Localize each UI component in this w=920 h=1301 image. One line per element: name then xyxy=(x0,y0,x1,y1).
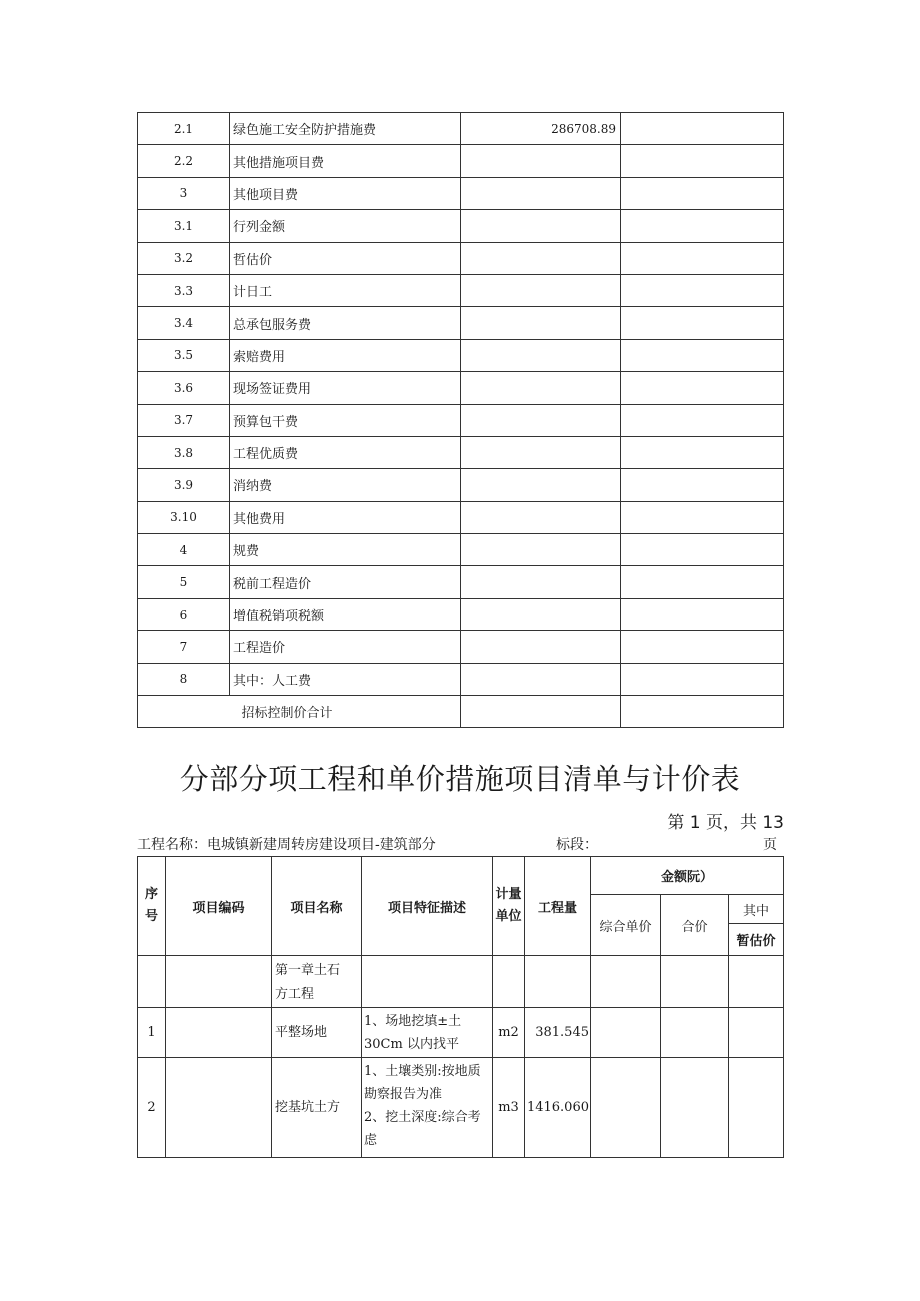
lot-label: 标段： xyxy=(556,837,598,853)
summary-row-name: 现场签证费用 xyxy=(230,372,461,404)
summary-row-remark xyxy=(621,404,784,436)
summary-row-remark xyxy=(621,501,784,533)
summary-row-amount xyxy=(461,177,621,209)
summary-row-remark xyxy=(621,307,784,339)
desc-line: 勘察报告为准 xyxy=(364,1087,443,1102)
summary-row-amount xyxy=(461,598,621,630)
summary-row-amount xyxy=(461,372,621,404)
summary-row-no: 2.1 xyxy=(138,113,230,145)
chapter-qty-cell xyxy=(525,956,591,1008)
summary-row-amount xyxy=(461,566,621,598)
summary-row-name: 增值税销项税额 xyxy=(230,598,461,630)
bill-row-unit: m2 xyxy=(493,1008,525,1058)
desc-line: 30Cm 以内找平 xyxy=(364,1037,459,1052)
chapter-provisional-cell xyxy=(729,956,784,1008)
bill-row-provisional xyxy=(729,1008,784,1058)
summary-row-amount xyxy=(461,210,621,242)
header-seq-line1: 序 xyxy=(144,887,158,902)
header-row-1 xyxy=(138,857,784,895)
summary-row-remark xyxy=(621,242,784,274)
summary-row xyxy=(138,113,784,145)
bill-row-code xyxy=(166,1008,272,1058)
total-label-cell xyxy=(138,696,461,728)
summary-row-amount xyxy=(461,469,621,501)
summary-total-row xyxy=(138,696,784,728)
chapter-name-line2: 方工程 xyxy=(275,987,315,1002)
desc-line: 1、场地挖填±土 xyxy=(364,1014,462,1029)
summary-row-no: 3.10 xyxy=(138,501,230,533)
summary-row-no: 6 xyxy=(138,598,230,630)
summary-row-no: 2.2 xyxy=(138,145,230,177)
chapter-unit-price-cell xyxy=(591,956,661,1008)
chapter-row xyxy=(138,956,784,1008)
bill-row-seq: 2 xyxy=(138,1058,166,1158)
page-suffix: 页 xyxy=(763,837,777,853)
summary-row xyxy=(138,501,784,533)
summary-row xyxy=(138,663,784,695)
header-qty: 工程量 xyxy=(525,857,591,956)
summary-row xyxy=(138,274,784,306)
summary-row-remark xyxy=(621,598,784,630)
bill-row-provisional xyxy=(729,1058,784,1158)
section-title: 分部分项工程和单价措施项目清单与计价表 xyxy=(179,762,741,796)
summary-row xyxy=(138,469,784,501)
bill-row xyxy=(138,1058,784,1158)
summary-row-name: 工程优质费 xyxy=(230,436,461,468)
summary-row-amount xyxy=(461,631,621,663)
cost-summary-table xyxy=(137,112,784,728)
summary-row xyxy=(138,339,784,371)
summary-row-no: 3.2 xyxy=(138,242,230,274)
bill-row-unit-price xyxy=(591,1058,661,1158)
header-desc: 项目特征描述 xyxy=(362,857,493,956)
header-unit-line1: 计量 xyxy=(495,887,522,902)
bill-row-name: 平整场地 xyxy=(272,1008,362,1058)
header-provisional: 暂估价 xyxy=(729,924,784,956)
bill-row-total xyxy=(661,1058,729,1158)
summary-row-name: 其他措施项目费 xyxy=(230,145,461,177)
summary-row-remark xyxy=(621,113,784,145)
summary-row-no: 7 xyxy=(138,631,230,663)
summary-row-name: 总承包服务费 xyxy=(230,307,461,339)
summary-row-remark xyxy=(621,177,784,209)
page-info: 第 1 页，共 13 xyxy=(667,813,784,833)
summary-row-no: 3.7 xyxy=(138,404,230,436)
header-unit-price: 综合单价 xyxy=(591,895,661,956)
summary-row-no: 5 xyxy=(138,566,230,598)
summary-row-name: 绿色施工安全防护措施费 xyxy=(230,113,461,145)
summary-row-amount xyxy=(461,501,621,533)
summary-row xyxy=(138,242,784,274)
header-code: 项目编码 xyxy=(166,857,272,956)
bill-row-qty: 1416.060 xyxy=(525,1058,591,1158)
chapter-code-cell xyxy=(166,956,272,1008)
summary-row-remark xyxy=(621,663,784,695)
cost-summary-body xyxy=(138,113,784,696)
summary-row-remark xyxy=(621,339,784,371)
header-unit xyxy=(493,857,525,956)
desc-line: 2、挖土深度:综合考 xyxy=(364,1110,481,1125)
summary-row-name: 其他费用 xyxy=(230,501,461,533)
bill-row-desc xyxy=(362,1008,493,1058)
summary-row-amount xyxy=(461,663,621,695)
total-label: 招标控制价合计 xyxy=(241,706,333,722)
summary-row-no: 4 xyxy=(138,534,230,566)
summary-row xyxy=(138,598,784,630)
summary-row-remark xyxy=(621,372,784,404)
summary-row xyxy=(138,631,784,663)
summary-row-no: 3 xyxy=(138,177,230,209)
summary-row xyxy=(138,534,784,566)
total-amount-cell xyxy=(461,696,621,728)
summary-row-no: 3.4 xyxy=(138,307,230,339)
header-seq xyxy=(138,857,166,956)
summary-row-amount xyxy=(461,242,621,274)
summary-row-amount xyxy=(461,436,621,468)
header-total-price: 合价 xyxy=(661,895,729,956)
chapter-name-line1: 第一章土石 xyxy=(275,963,341,978)
bill-row-total xyxy=(661,1008,729,1058)
bill-of-quantities-table xyxy=(137,856,784,1158)
chapter-name xyxy=(272,956,362,1008)
project-info-line xyxy=(137,834,777,856)
summary-row-remark xyxy=(621,469,784,501)
summary-row xyxy=(138,404,784,436)
summary-row-remark xyxy=(621,210,784,242)
summary-row-amount xyxy=(461,534,621,566)
summary-row-amount xyxy=(461,339,621,371)
summary-row-amount: 286708.89 xyxy=(461,113,621,145)
summary-row-remark xyxy=(621,145,784,177)
summary-row-no: 3.9 xyxy=(138,469,230,501)
summary-row xyxy=(138,177,784,209)
bill-row-name: 挖基坑土方 xyxy=(272,1058,362,1158)
summary-row-no: 3.3 xyxy=(138,274,230,306)
summary-row-remark xyxy=(621,436,784,468)
summary-row-remark xyxy=(621,274,784,306)
summary-row-name: 消纳费 xyxy=(230,469,461,501)
summary-row-remark xyxy=(621,534,784,566)
summary-row-name: 规费 xyxy=(230,534,461,566)
summary-row-amount xyxy=(461,145,621,177)
summary-row-no: 3.1 xyxy=(138,210,230,242)
summary-row-no: 3.6 xyxy=(138,372,230,404)
summary-row-no: 8 xyxy=(138,663,230,695)
summary-row-name: 计日工 xyxy=(230,274,461,306)
summary-row xyxy=(138,307,784,339)
summary-row-remark xyxy=(621,566,784,598)
summary-row-name: 行列金额 xyxy=(230,210,461,242)
summary-row xyxy=(138,145,784,177)
summary-row xyxy=(138,566,784,598)
chapter-unit-cell xyxy=(493,956,525,1008)
header-name: 项目名称 xyxy=(272,857,362,956)
summary-row-name: 税前工程造价 xyxy=(230,566,461,598)
summary-row-no: 3.8 xyxy=(138,436,230,468)
summary-row-remark xyxy=(621,631,784,663)
header-unit-line2: 单位 xyxy=(495,909,522,924)
summary-row xyxy=(138,210,784,242)
summary-row-name: 预算包干费 xyxy=(230,404,461,436)
desc-line: 1、土壤类别:按地质 xyxy=(364,1064,481,1079)
summary-row-amount xyxy=(461,307,621,339)
summary-row-amount xyxy=(461,404,621,436)
summary-row xyxy=(138,372,784,404)
summary-row-no: 3.5 xyxy=(138,339,230,371)
summary-row-name: 其他项目费 xyxy=(230,177,461,209)
summary-row-name: 索赔费用 xyxy=(230,339,461,371)
bill-row-seq: 1 xyxy=(138,1008,166,1058)
summary-row-name: 其中：人工费 xyxy=(230,663,461,695)
bill-row-unit: m3 xyxy=(493,1058,525,1158)
chapter-desc-cell xyxy=(362,956,493,1008)
project-name: 工程名称：电城镇新建周转房建设项目-建筑部分 xyxy=(137,837,436,853)
chapter-seq-cell xyxy=(138,956,166,1008)
header-seq-line2: 号 xyxy=(144,909,158,924)
chapter-total-cell xyxy=(661,956,729,1008)
summary-row-name: 工程造价 xyxy=(230,631,461,663)
header-of-which: 其中 xyxy=(729,895,784,924)
desc-line: 虑 xyxy=(364,1133,378,1148)
bill-row-unit-price xyxy=(591,1008,661,1058)
summary-row-amount xyxy=(461,274,621,306)
total-remark-cell xyxy=(621,696,784,728)
bill-row-qty: 381.545 xyxy=(525,1008,591,1058)
bill-row-code xyxy=(166,1058,272,1158)
summary-row-name: 哲估价 xyxy=(230,242,461,274)
summary-row xyxy=(138,436,784,468)
header-amount-group: 金额阮） xyxy=(591,857,784,895)
bill-row xyxy=(138,1008,784,1058)
bill-row-desc xyxy=(362,1058,493,1158)
